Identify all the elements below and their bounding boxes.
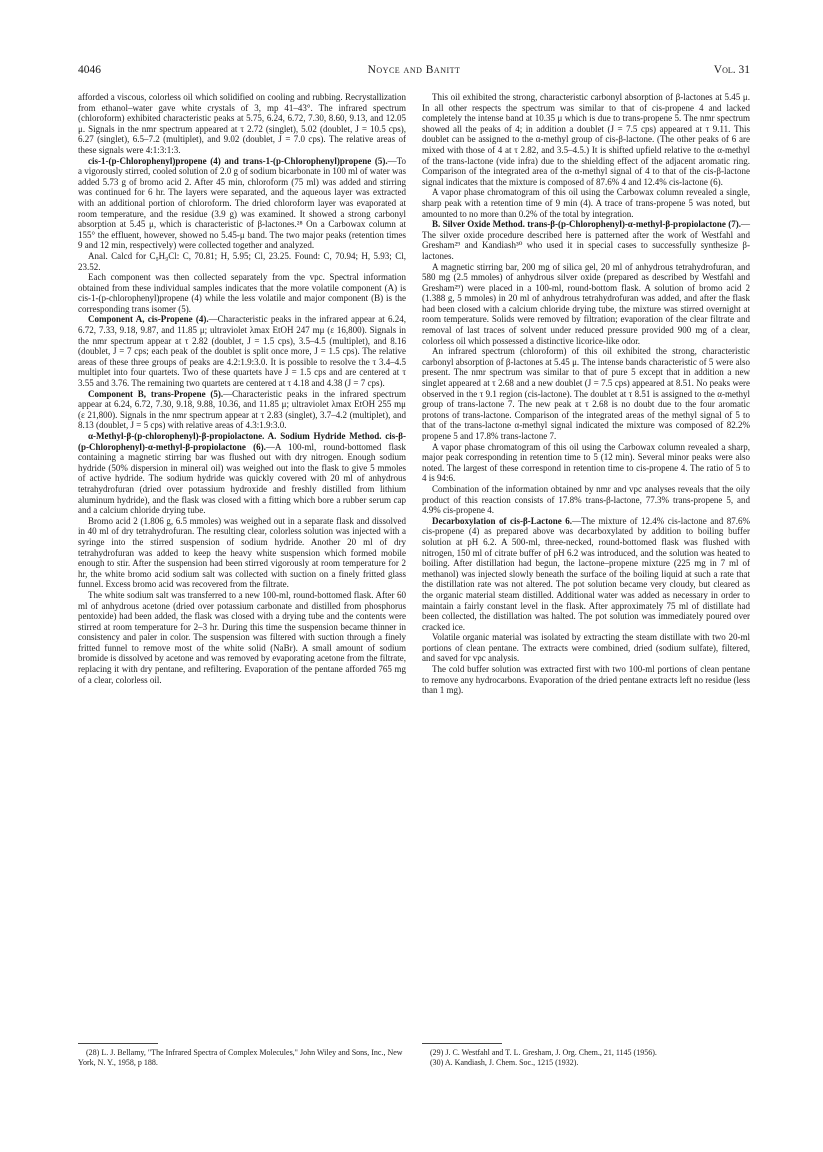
paragraph <box>422 219 750 261</box>
paragraph-heading: Component A, cis-Propene (4). <box>88 314 209 325</box>
paragraph <box>422 262 750 347</box>
paragraph-text: A vapor phase chromatogram of this oil using the Carbowax column revealed a single, sharp peak with a retention time of 9 min (4). A trace of trans-propene 5 was noted, but amounted to no more than 0.2% of the total by integration. <box>422 187 750 219</box>
volume-label: Vol. 31 <box>713 64 750 76</box>
paragraph-text: An infrared spectrum (chloroform) of this oil exhibited the strong, characteristic carbonyl absorption of β-lactones at 5.45 μ. The intense bands characteristic of 5 were also present. The nmr spectrum was similar to that of pure 5 except that in addition a new singlet appeared at τ 2.68 and a new doublet (J = 7.5 cps) appeared at 8.51. No peaks were observed in the τ 9.1 region (cis-lactone). The doublet at τ 8.51 is assigned to the α-methyl group of trans-lactone 7. The new peak at τ 2.68 is no doubt due to the four aromatic protons of trans-lactone. Comparison of the integrated areas of the methyl signal of 5 to that of the trans-lactone α-methyl signal indicated the mixture was composed of 82.2% propene 5 and 17.8% trans-lactone 7. <box>422 346 750 441</box>
paragraph-text: Combination of the information obtained by nmr and vpc analyses reveals that the oily product of this reaction consists of 17.8% trans-β-lactone, 77.3% trans-propene 5, and 4.9% cis-propene 4. <box>422 483 750 516</box>
footnotes-left <box>78 1048 408 1068</box>
paragraph-text: The white sodium salt was transferred to a new 100-ml, round-bottomed flask. After 60 ml of anhydrous acetone (dried over potassium carbonate and distilled from phosphorus pentoxide) had been added, the flask was closed with a drying tube and the contents were stirred at room temperature for 2–3 hr. During this time the suspension became thinner in consistency and paler in color. The suspension was filtered with suction through a finely fritted funnel to remove most of the white solid (NaBr). A small amount of sodium bromide is dissolved by acetone and was removed by evaporating acetone from the filtrate, replacing it with dry pentane, and refiltering. Evaporation of the pentane afforded 765 mg of a clear, colorless oil. <box>78 589 406 685</box>
paragraph <box>422 346 750 441</box>
paragraph-text: A magnetic stirring bar, 200 mg of silica gel, 20 ml of anhydrous tetrahydrofuran, and 580 mg (2.5 mmoles) of anhydrous silver oxide (prepared as described by Westfahl and Gresham²⁹) were placed in a 100-ml, round-bottom flask. A solution of bromo acid 2 (1.388 g, 5 mmoles) in 20 ml of anhydrous tetrahydrofuran was added, and after the flask had been closed with a calcium chloride drying tube, the mixture was stirred overnight at room temperature. Solids were removed by filtration; evaporation of the clear filtrate and removal of last traces of solvent under reduced pressure provided 900 mg of a clear, colorless oil which possessed a distinctive licorice-like odor. <box>422 261 750 346</box>
footnote: (29) J. C. Westfahl and T. L. Gresham, J. Org. Chem., 21, 1145 (1956). <box>430 1048 657 1057</box>
right-column <box>422 92 750 696</box>
paragraph <box>78 516 406 590</box>
paragraph-heading: Decarboxylation of cis-β-Lactone 6. <box>432 515 572 526</box>
paragraph-text: Anal. Calcd for C₉H₉Cl: C, 70.81; H, 5.95; Cl, 23.25. Found: C, 70.94; H, 5.93; Cl, 23.52. <box>78 250 406 272</box>
paragraph-text: Each component was then collected separately from the vpc. Spectral information obtained from these individual samples indicates that the more volatile component (A) is cis-1-(p-chlorophenyl)propene (4) while the less volatile and major component (B) is the corresponding trans isomer (5). <box>78 272 406 314</box>
paragraph <box>422 442 750 484</box>
paragraph <box>78 92 406 156</box>
paragraph-text: —The mixture of 12.4% cis-lactone and 87.6% cis-propene (4) as prepared above was decarboxylated by addition to boiling buffer solution at pH 6.2. A 500-ml, three-necked, round-bottomed flask was flushed with nitrogen, 150 ml of citrate buffer of pH 6.2 was introduced, and the solution was heated to boiling. After distillation had begun, the lactone–propene mixture (225 mg in 7 ml of methanol) was injected slowly beneath the surface of the boiling liquid at such a rate that the distillation rate was not altered. The pot solution became very cloudy, but cleared as the organic material steam distilled. Additional water was added as necessary in order to maintain a fairly constant level in the flask. After approximately 75 ml of distillate had been collected, the distillation was halted. The pot solution was immediately poured over cracked ice. <box>422 515 751 632</box>
paragraph-text: A vapor phase chromatogram of this oil using the Carbowax column revealed a sharp, major peak corresponding in retention time to 5 (12 min). Several minor peaks were also noted. The largest of these correspond in retention time to cis-propene 4. The ratio of 5 to 4 is 94:6. <box>422 441 750 484</box>
paragraph <box>78 431 406 516</box>
paragraph <box>422 516 750 633</box>
paragraph-heading: B. Silver Oxide Method. trans-β-(p-Chlorophenyl)-α-methyl-β-propiolactone (7). <box>432 219 741 230</box>
paragraph <box>78 590 406 685</box>
footnotes-right <box>422 1048 752 1068</box>
paragraph-text: —Characteristic peaks in the infrared spectrum appear at 6.24, 6.72, 7.30, 9.18, 9.88, 10.36, and 11.85 μ; ultraviolet λmax EtOH 255 mμ (ε 21,800). Signals in the nmr spectrum appear at τ 2.83 (singlet), 3.7–4.2 (multiplet), and 8.13 (doublet, J = 5 cps) with relative areas of 4.3:1.9:3.0. <box>78 388 407 431</box>
left-column <box>78 92 406 685</box>
paragraph <box>422 92 750 187</box>
paragraph-text: —To a vigorously stirred, cooled solution of 2.0 g of sodium bicarbonate in 100 ml of water was added 5.73 g of bromo acid 2. After 45 min, chloroform (75 ml) was added and stirring was continued for 6 hr. The layers were separated, and the aqueous layer was extracted with an additional portion of chloroform. The dried chloroform layer was evaporated at room temperature, and the residue (3.9 g) was examined. It showed a strong carbonyl absorption at 5.45 μ, which is characteristic of β-lactones.²⁸ On a Carbowax column at 155° the effluent, however, showed no 5.45-μ band. The two major peaks (retention times 9 and 12 min, respectively) were collected together and analyzed. <box>78 155 406 251</box>
paragraph <box>422 484 750 516</box>
paragraph <box>422 664 750 696</box>
footnote-rule-left <box>78 1043 158 1044</box>
paragraph <box>78 156 406 251</box>
paragraph-heading: Component B, trans-Propene (5). <box>88 388 224 399</box>
paragraph-text: —Characteristic peaks in the infrared appear at 6.24, 6.72, 7.33, 9.18, 9.87, and 11.85 μ; ultraviolet λmax EtOH 247 mμ (ε 16,800). Signals in the nmr spectrum appear at τ 2.82 (doublet, J = 1.5 cps), 3.5–4.5 (multiplet), and 8.16 (doublet, J = 7 cps; each peak of the doublet is split once more, J = 1.5 cps). The relative areas of these three groups of peaks are 4.2:1.9:3.0. It is possible to resolve the τ 3.4–4.5 multiplet into four quartets. Two of these quartets have J = 1.5 cps and are centered at τ 3.55 and 3.76. The remaining two quartets are centered at τ 4.18 and 4.38 (J = 7 cps). <box>78 314 407 389</box>
footnote: (30) A. Kandiash, J. Chem. Soc., 1215 (1932). <box>430 1058 579 1067</box>
running-title: Noyce and Banitt <box>367 64 461 76</box>
paragraph-heading: α-Methyl-β-(p-chlorophenyl)-β-propiolactone. A. Sodium Hydride Method. cis-β-(p-Chlorophenyl)-α-methyl-β-propiolactone (6). <box>78 431 406 452</box>
paragraph-text: The cold buffer solution was extracted first with two 100-ml portions of clean pentane to remove any hydrocarbons. Evaporation of the dried pentane extracts left no residue (less than 1 mg). <box>422 664 750 696</box>
paragraph-text: —The silver oxide procedure described here is patterned after the work of Westfahl and Gresham²⁹ and Kandiash³⁰ who used it in special cases to successfully synthesize β-lactones. <box>422 219 750 261</box>
paragraph-text: Bromo acid 2 (1.806 g, 6.5 mmoles) was weighed out in a separate flask and dissolved in 40 ml of dry tetrahydrofuran. The resulting clear, colorless solution was injected with a syringe into the stirred suspension of sodium hydride. Another 20 ml of dry tetrahydrofuran was added to keep the heavy white suspension which formed mobile enough to stir. After the suspension had been stirred vigorously at room temperature for 2 hr, the white bromo acid sodium salt was collected with suction on a finely fritted glass funnel. Excess bromo acid was recovered from the filtrate. <box>78 515 406 590</box>
paragraph <box>78 272 406 314</box>
footnote-rule-right <box>422 1043 502 1044</box>
paragraph-heading: cis-1-(p-Chlorophenyl)propene (4) and trans-1-(p-Chlorophenyl)propene (5). <box>88 155 388 166</box>
paragraph <box>78 389 406 431</box>
page-header <box>78 64 750 80</box>
paragraph <box>78 251 406 272</box>
paragraph-text: This oil exhibited the strong, characteristic carbonyl absorption of β-lactones at 5.45 μ. In all other respects the spectrum was similar to that of cis-propene 4 and lacked completely the intense band at 10.35 μ which is due to trans-propene 5. The nmr spectrum showed all the peaks of 4; in addition a doublet (J = 7.5 cps) appeared at τ 9.11. This doublet can be assigned to the α-methyl group of cis-β-lactone. (The other peaks of 6 are mixed with those of 4 at τ 2.82, and 3.5–4.5.) It is shifted upfield relative to the α-methyl of the trans-lactone (vide infra) due to the shielding effect of the adjacent aromatic ring. Comparison of the integrated area of the α-methyl signal of 4 to that of the cis-β-lactone signal indicates that the mixture is composed of 87.6% 4 and 12.4% cis-lactone (6). <box>422 92 750 187</box>
paragraph <box>78 314 406 388</box>
paragraph-text: Volatile organic material was isolated by extracting the steam distillate with two 20-ml portions of clean pentane. The extracts were combined, dried (sodium sulfate), filtered, and saved for vpc analysis. <box>422 632 750 664</box>
paragraph-text: —A 100-ml, round-bottomed flask containing a magnetic stirring bar was flushed out with dry nitrogen. Enough sodium hydride (50% dispersion in mineral oil) was weighed out into the flask to give 5 mmoles of active hydride. The sodium hydride was quickly covered with 20 ml of anhydrous tetrahydrofuran (dried over potassium hydroxide and freshly distilled from lithium aluminum hydride), and the flask was closed with a fitting which bore a rubber serum cap and a calcium chloride drying tube. <box>78 441 406 516</box>
paragraph <box>422 187 750 219</box>
paragraph <box>422 632 750 664</box>
page-number: 4046 <box>78 64 101 76</box>
footnote: (28) L. J. Bellamy, "The Infrared Spectra of Complex Molecules," John Wiley and Sons, Inc., New York, N. Y., 1958, p 188. <box>78 1048 403 1067</box>
paragraph-text: afforded a viscous, colorless oil which solidified on cooling and rubbing. Recrystallization from ethanol–water gave white crystals of 3, mp 41–43°. The infrared spectrum (chloroform) exhibited characteristic peaks at 5.75, 6.24, 6.72, 7.30, 8.60, 9.13, and 12.05 μ. Signals in the nmr spectrum appeared at τ 2.72 (singlet), 5.02 (doublet, J = 10.5 cps), 6.27 (singlet), 6.5–7.2 (multiplet), and 9.02 (doublet, J = 7.0 cps). The relative areas of these signals were 4:1:3:1:3. <box>78 92 406 155</box>
